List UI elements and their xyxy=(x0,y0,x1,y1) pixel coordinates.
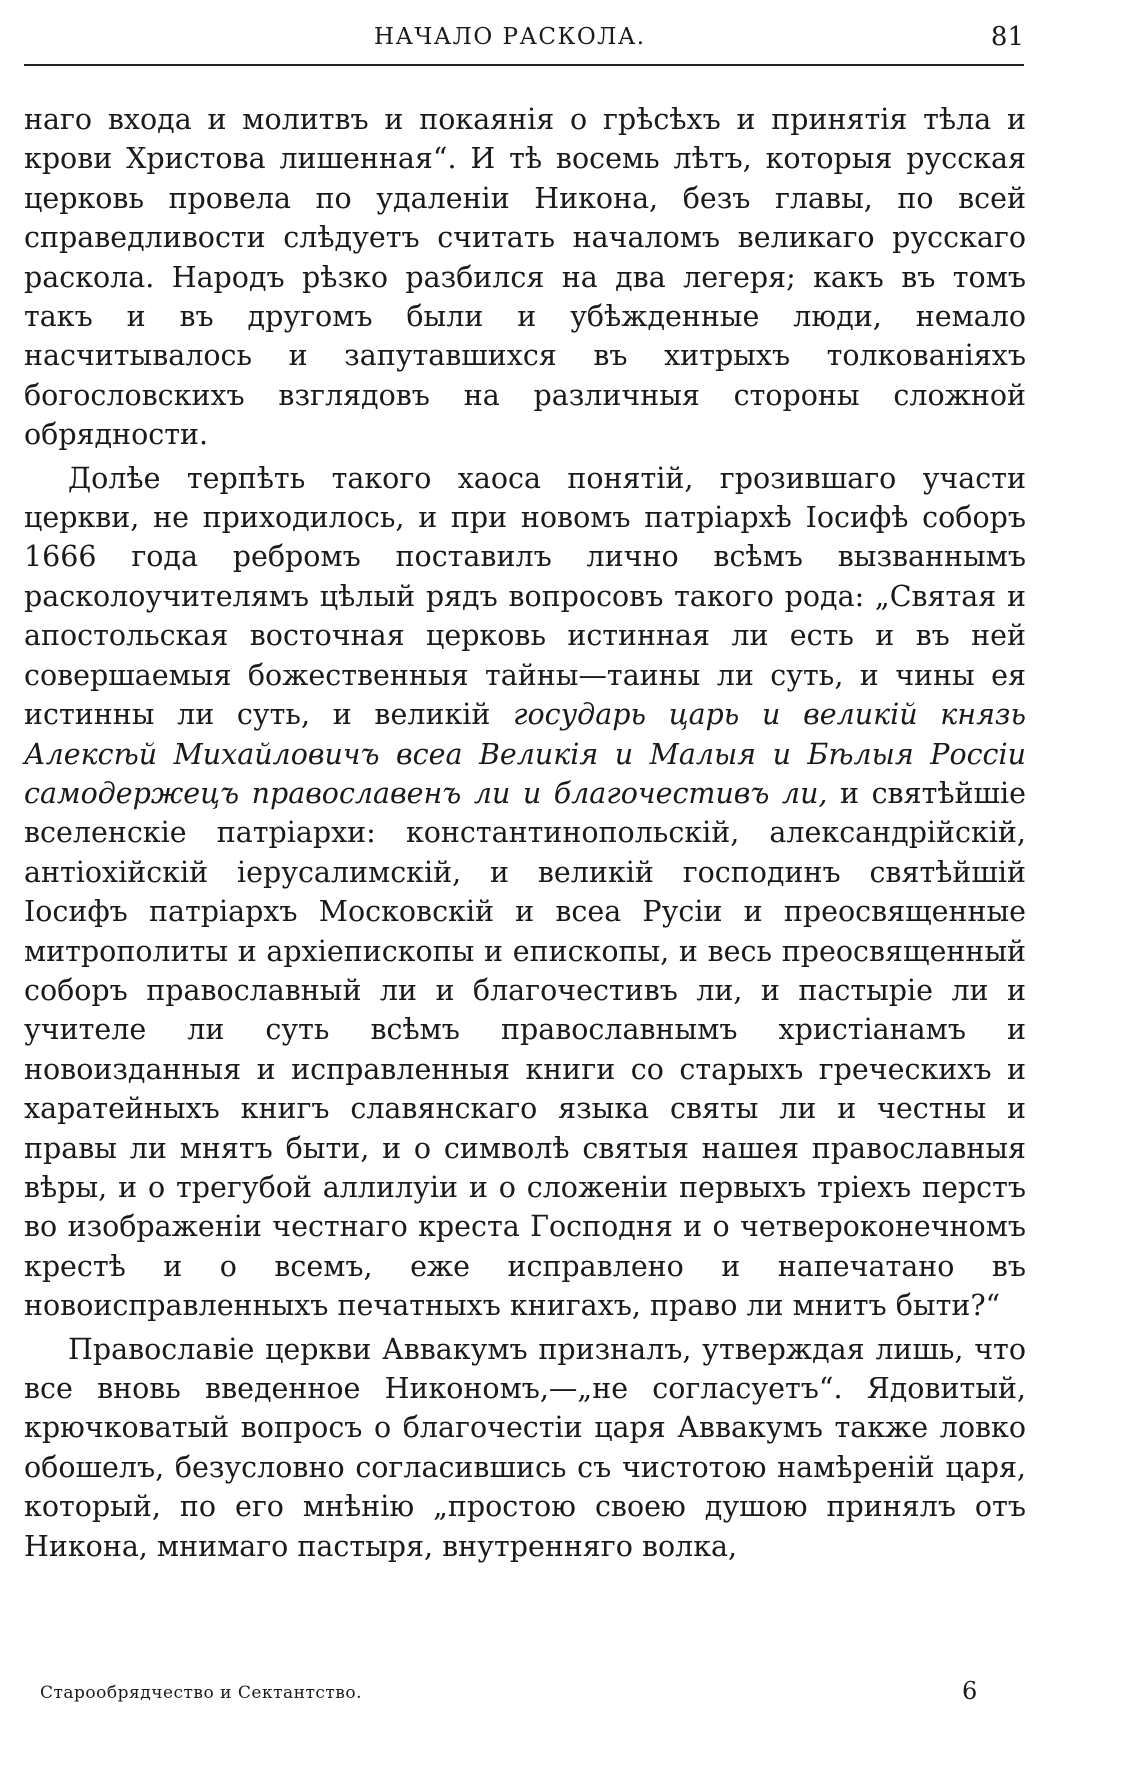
paragraph-2-text-b: и святѣйшіе вселенскіе патріархи: константинопольскій, александрійскій, антіохійскій іерусалимскій, и великій господинъ святѣйшій Іосифъ патріархъ Московскій и всеа Русіи и преосвященные митрополиты и архіепископы и епископы, и весь преосвященный соборъ православный ли и благочестивъ ли, и пастыріе ли и учителе ли суть всѣмъ православнымъ христіанамъ и новоизданныя и исправленныя книги со старыхъ греческихъ и харатейныхъ книгъ славянскаго языка святы ли и честны и правы ли мнятъ быти, и о символѣ святыя нашея православныя вѣры, и о трегубой аллилуіи и о сложеніи первыхъ тріехъ перстъ во изображеніи честнаго креста Господня и о четвероконечномъ крестѣ и о всемъ, еже исправлено и напечатано въ новоисправленныхъ печатныхъ книгахъ, право ли мнитъ быти?“ xyxy=(24,776,1027,1323)
paragraph-1-text: наго входа и молитвъ и покаянія о грѣсѣхъ и принятія тѣла и крови Христова лишенная“. И тѣ восемь лѣтъ, которыя русская церковь провела по удаленіи Никона, безъ главы, по всей справедливости слѣдуетъ считать началомъ великаго русскаго раскола. Народъ рѣзко разбился на два легеря; какъ въ томъ такъ и въ другомъ были и убѣжденные люди, немало насчитывалось и запутавшихся въ хитрыхъ толкованіяхъ богословскихъ взглядовъ на различныя стороны сложной обрядности. xyxy=(24,103,1026,452)
page-header xyxy=(24,18,1024,62)
body-text xyxy=(24,100,1026,1570)
paragraph-3 xyxy=(24,1330,1026,1566)
paragraph-3-text: Православіе церкви Аввакумъ призналъ, утверждая лишь, что все вновь введенное Никономъ,—„не согласуетъ“. Ядовитый, крючковатый вопросъ о благочестіи царя Аввакумъ также ловко обошелъ, безусловно согласившись съ чистотою намѣреній царя, который, по его мнѣнію „простою своею душою принялъ отъ Никона, мнимаго пастыря, внутренняго волка, xyxy=(24,1332,1026,1563)
header-rule xyxy=(24,64,1024,66)
running-title: НАЧАЛО РАСКОЛА. xyxy=(374,24,646,50)
page-number: 81 xyxy=(990,22,1024,52)
paragraph-1 xyxy=(24,100,1026,455)
footer-book-title: Старообрядчество и Сектантство. xyxy=(40,1683,362,1703)
paragraph-2 xyxy=(24,459,1026,1326)
paragraph-2-text-a: Долѣе терпѣть такого хаоса понятій, грозившаго участи церкви, не приходилось, и при новомъ патріархѣ Іосифѣ соборъ 1666 года ребромъ поставилъ лично всѣмъ вызваннымъ расколоучителямъ цѣлый рядъ вопросовъ такого рода: „Святая и апостольская восточная церковь истинная ли есть и въ ней совершаемыя божественныя тайны—таины ли суть, и чины ея истинны ли суть, и великій xyxy=(24,461,1026,732)
paragraph-2-italic-text: государь царь и великій князь Алексѣй Михайловичъ всеа Великія и Малыя и Бѣлыя Россіи самодержецъ православенъ ли и благочестивъ ли, xyxy=(24,698,1026,810)
page-footer xyxy=(40,1677,1000,1713)
signature-mark: 6 xyxy=(962,1677,978,1705)
